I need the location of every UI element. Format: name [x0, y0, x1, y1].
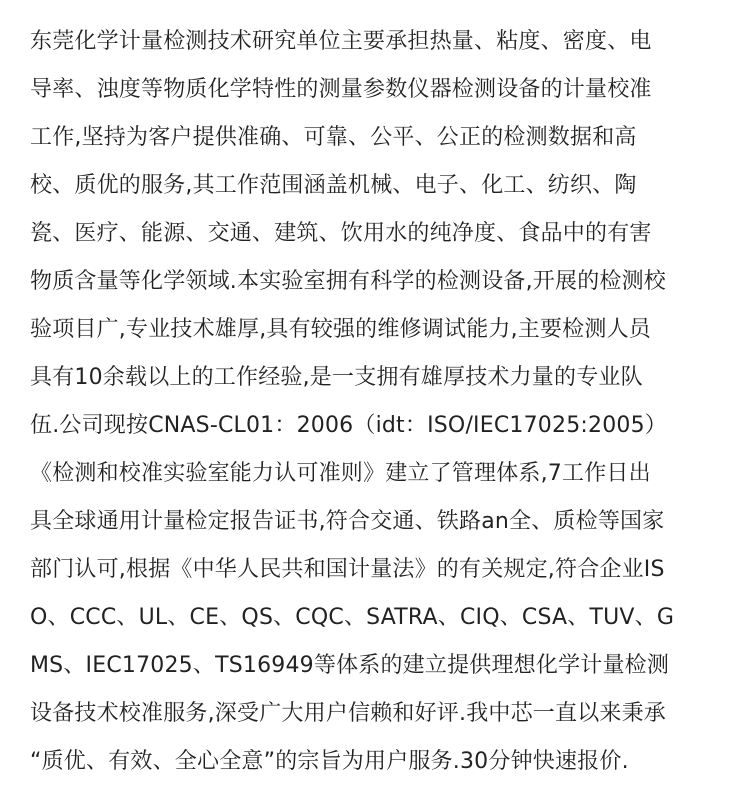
paragraph-line: 东莞化学计量检测技术研究单位主要承担热量、粘度、密度、电 — [30, 29, 652, 54]
paragraph-line: 工作,坚持为客户提供准确、可靠、公平、公正的检测数据和高 — [30, 125, 637, 150]
paragraph-line: 《检测和校准实验室能力认可准则》建立了管理体系,7工作日出 — [30, 461, 651, 486]
paragraph-line: “质优、有效、全心全意”的宗旨为用户服务.30分钟快速报价. — [30, 749, 629, 774]
paragraph-line: 验项目广,专业技术雄厚,具有较强的维修调试能力,主要检测人员 — [30, 317, 651, 342]
article-body — [30, 18, 730, 786]
paragraph-line: 具全球通用计量检定报告证书,符合交通、铁路an全、质检等国家 — [30, 509, 665, 534]
paragraph-line: 部门认可,根据《中华人民共和国计量法》的有关规定,符合企业IS — [30, 557, 665, 582]
paragraph-line: 导率、浊度等物质化学特性的测量参数仪器检测设备的计量校准 — [30, 77, 652, 102]
paragraph-line: MS、IEC17025、TS16949等体系的建立提供理想化学计量检测 — [30, 653, 670, 678]
paragraph-line: 瓷、医疗、能源、交通、建筑、饮用水的纯净度、食品中的有害 — [30, 221, 652, 246]
paragraph-line: 伍.公司现按CNAS-CL01：2006（idt：ISO/IEC17025:2005） — [30, 413, 667, 438]
paragraph-line: 校、质优的服务,其工作范围涵盖机械、电子、化工、纺织、陶 — [30, 173, 637, 198]
paragraph-line: O、CCC、UL、CE、QS、CQC、SATRA、CIQ、CSA、TUV、G — [30, 605, 675, 630]
paragraph-line: 具有10余载以上的工作经验,是一支拥有雄厚技术力量的专业队 — [30, 365, 643, 390]
paragraph-line: 设备技术校准服务,深受广大用户信赖和好评.我中芯一直以来秉承 — [30, 701, 666, 726]
paragraph-line: 物质含量等化学领域.本实验室拥有科学的检测设备,开展的检测校 — [30, 269, 666, 294]
